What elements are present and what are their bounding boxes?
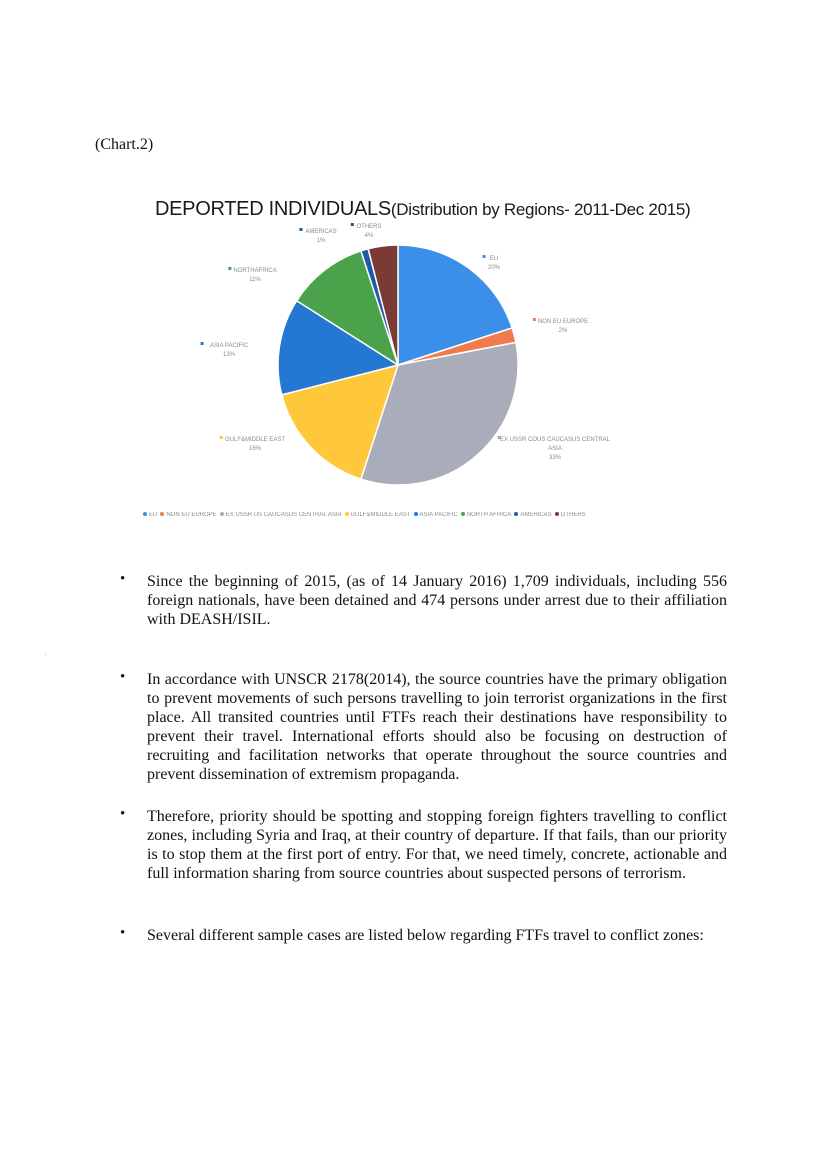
slice-label-value: 20% bbox=[487, 265, 501, 271]
legend-item bbox=[160, 512, 216, 518]
chart-legend bbox=[143, 512, 663, 518]
legend-label: EU bbox=[149, 512, 158, 518]
legend-item bbox=[414, 512, 458, 518]
slice-label-name: NORTHAFRICA bbox=[233, 268, 277, 274]
label-color-marker bbox=[220, 436, 223, 439]
legend-item bbox=[555, 512, 586, 518]
legend-label: GULF&MIDDLE EAST bbox=[350, 512, 411, 518]
slice-label bbox=[498, 436, 611, 461]
bullet-marker: • bbox=[120, 669, 126, 685]
legend-swatch bbox=[555, 512, 559, 516]
legend-swatch bbox=[461, 512, 465, 516]
slice-label-value: 1% bbox=[316, 238, 326, 244]
slice-label-value: 4% bbox=[364, 233, 374, 239]
slice-label-name: GULF&MIDDLE EAST bbox=[224, 437, 286, 443]
label-color-marker bbox=[483, 255, 486, 258]
legend-item bbox=[514, 512, 551, 518]
legend-swatch bbox=[414, 512, 418, 516]
slice-label bbox=[533, 318, 588, 334]
slice-label bbox=[299, 228, 336, 244]
slice-label-name: OTHERS bbox=[356, 224, 382, 230]
slice-label-value: 13% bbox=[222, 352, 236, 358]
paragraph-sample-cases: Several different sample cases are listed below regarding FTFs travel to conflict zones: bbox=[147, 927, 704, 944]
slice-label bbox=[220, 436, 286, 452]
slice-label-name: AMERICAS bbox=[305, 229, 337, 235]
legend-item bbox=[143, 512, 157, 518]
legend-label: EX USSR US CAUCASUS CENTRAL ASIA bbox=[225, 512, 342, 518]
scan-speck bbox=[45, 654, 46, 655]
slice-label bbox=[483, 255, 501, 271]
legend-label: NON EU EUROPE bbox=[166, 512, 217, 518]
legend-item bbox=[220, 512, 342, 518]
paragraph-unscr: In accordance with UNSCR 2178(2014), the source countries have the primary obligation to prevent movements of such persons travelling to join terrorist organizations in the first place. All transited countries until FTFs reach their destinations have responsibility to prevent their travel. International efforts should also be focusing on destruction of recruiting and facilitation networks that operate throughout the source countries and prevent dissemination of extremism propaganda. bbox=[147, 671, 727, 783]
slice-label-value: 16% bbox=[248, 446, 262, 452]
slice-label bbox=[228, 267, 276, 283]
legend-swatch bbox=[514, 512, 518, 516]
slice-label-name: ASIA PACIFIC bbox=[209, 343, 249, 349]
slice-label-name: EX USSR COUS CAUCASUS CENTRAL bbox=[499, 437, 611, 443]
chart-caption: (Chart.2) bbox=[95, 136, 154, 153]
legend-label: NORTH AFRICA bbox=[466, 512, 512, 518]
slice-label bbox=[201, 342, 249, 358]
pie-chart bbox=[0, 0, 825, 560]
paragraph-detentions: Since the beginning of 2015, (as of 14 January 2016) 1,709 individuals, including 556 foreign nationals, have been detained and 474 persons under arrest due to their affiliation with DEASH/ISIL. bbox=[147, 573, 727, 628]
chart-title-main: DEPORTED INDIVIDUALS bbox=[155, 198, 391, 220]
legend-item bbox=[461, 512, 512, 518]
legend-label: ASIA PACIFIC bbox=[419, 512, 458, 518]
legend-swatch bbox=[143, 512, 147, 516]
bullet-marker: • bbox=[120, 806, 126, 822]
label-color-marker bbox=[299, 228, 302, 231]
legend-item bbox=[345, 512, 411, 518]
legend-swatch bbox=[220, 512, 224, 516]
paragraph-priority: Therefore, priority should be spotting and stopping foreign fighters travelling to conflict zones, including Syria and Iraq, at their country of departure. If that fails, than our priority is to stop them at the first port of entry. For that, we need timely, concrete, actionable and full information sharing from source countries about suspected persons of terrorism. bbox=[147, 808, 727, 882]
label-color-marker bbox=[201, 342, 204, 345]
slice-label-name: EU bbox=[489, 256, 499, 262]
label-color-marker bbox=[228, 267, 231, 270]
slice-label bbox=[351, 223, 382, 239]
bullet-marker: • bbox=[120, 925, 126, 941]
slice-label-name: NON EU EUROPE bbox=[537, 319, 589, 325]
legend-label: AMERICAS bbox=[520, 512, 552, 518]
chart-title-sub: (Distribution by Regions- 2011-Dec 2015) bbox=[390, 200, 691, 219]
legend-swatch bbox=[345, 512, 349, 516]
slice-label-value: 11% bbox=[249, 277, 261, 283]
label-color-marker bbox=[351, 223, 354, 226]
legend-swatch bbox=[160, 512, 164, 516]
label-color-marker bbox=[533, 318, 536, 321]
legend-label: OTHERS bbox=[560, 512, 586, 518]
bullet-marker: • bbox=[120, 571, 126, 587]
slice-label-value: 2% bbox=[558, 328, 568, 334]
slice-label-name: ASIA bbox=[548, 446, 562, 452]
slice-label-value: 33% bbox=[548, 455, 562, 461]
